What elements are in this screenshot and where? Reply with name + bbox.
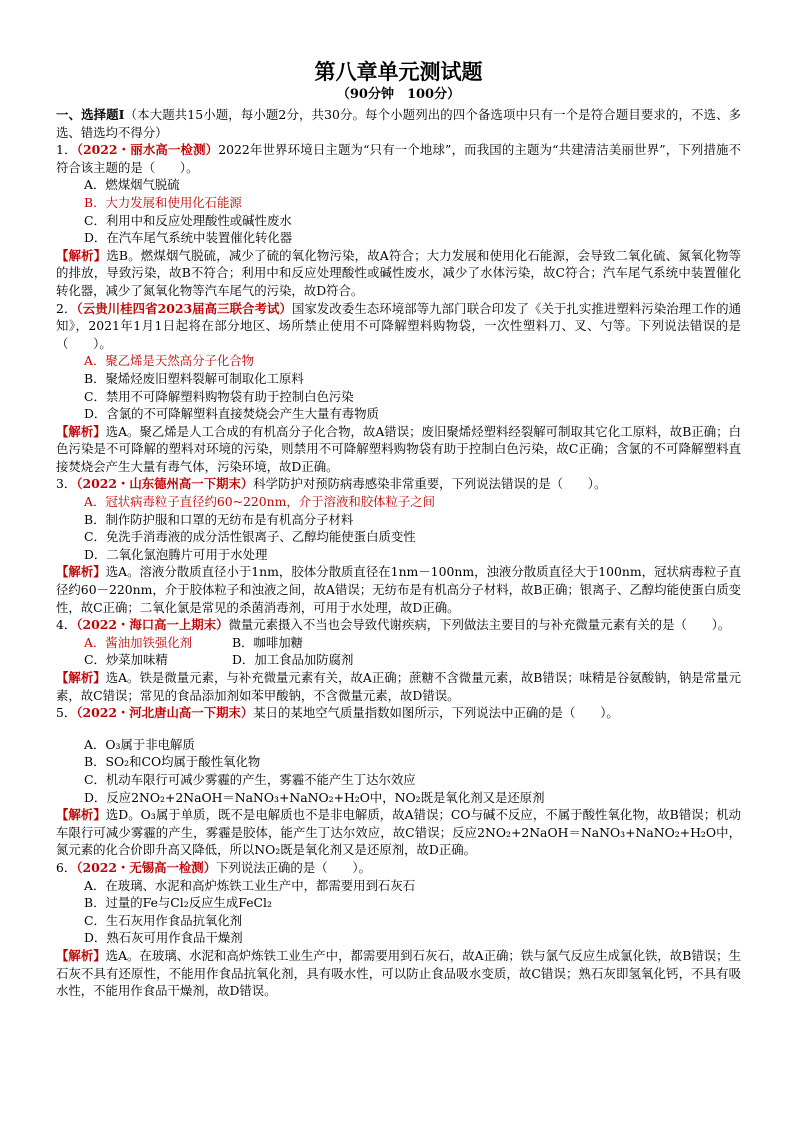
question-source: （2022・海口高一上期末） <box>76 617 229 633</box>
question-text: 国家发改委生态环境部等九部门联合印发了《关于扎实推进塑料污染治理工作的通知》，2021年1月1日起将在部分地区、场所禁止使用不可降解塑料购物袋，一次性塑料刀、叉、勺等。下列说法错误的是（ ）。 <box>56 300 742 351</box>
question-source: （2022・丽水高一检测） <box>76 142 219 158</box>
analysis <box>56 563 741 616</box>
question-source: （2022・山东德州高一下期末） <box>76 476 254 492</box>
option-b: B．聚烯烃废旧塑料裂解可制取化工原料 <box>84 370 304 386</box>
option-a: A．酱油加铁强化剂 <box>84 634 193 650</box>
question-text: 下列说法正确的是（ ）。 <box>216 859 371 875</box>
question-6 <box>56 859 741 1000</box>
analysis-text: 选A。在玻璃、水泥和高炉炼铁工业生产中，都需要用到石灰石，故A正确；铁与氯气反应生成氯化铁，故B错误；生石灰不具有还原性，不能用作食品抗氧化剂，具有吸水性，可以防止食品吸水变质，故C错误；熟石灰即氢氧化钙，不具有吸水性，不能用作食品干燥剂，故D错误。 <box>56 947 741 999</box>
option-b: B．SO₂和CO均属于酸性氧化物 <box>84 754 261 770</box>
analysis <box>56 669 741 704</box>
question-stem <box>56 141 741 176</box>
option-d: D．在汽车尾气系统中装置催化转化器 <box>84 230 293 246</box>
option-c: C．免洗手消毒液的成分活性银离子、乙醇均能使蛋白质变性 <box>84 529 416 545</box>
question-number: 3． <box>56 476 77 492</box>
analysis-text: 选A。聚乙烯是人工合成的有机高分子化合物，故A错误；废旧聚烯烃塑料经裂解可制取其它化工原料，故B正确；白色污染是不可降解的塑料对环境的污染，则禁用不可降解塑料购物袋有助于控制白色污染，故C正确；含氯的不可降解塑料直接焚烧会产生大量有毒气体，污染环境，故D正确。 <box>56 423 741 474</box>
analysis-text: 选A。溶液分散质直径小于1nm，胶体分散质直径在1nm－100nm，浊液分散质直径大于100nm，冠状病毒粒子直径约60－220nm，介于胶体粒子和浊液之间，故A错误；无纺布是有机高分子材料，故B正确；银离子、乙醇均能使蛋白质变性，故C正确；二氧化氯是常见的杀菌消毒剂，可用于水处理，故D正确。 <box>56 564 742 615</box>
option-c: C．利用中和反应处理酸性或碱性废水 <box>84 212 292 228</box>
option-c: C．禁用不可降解塑料购物袋有助于控制白色污染 <box>84 388 354 404</box>
question-stem <box>56 475 741 493</box>
question-stem <box>56 704 741 722</box>
section-label: 一、选择题Ⅰ <box>56 107 125 122</box>
option-d: D．二氧化氯泡腾片可用于水处理 <box>84 546 268 562</box>
option-d: D．加工食品加防腐剂 <box>232 652 354 668</box>
question-source: （云贵川桂四省2023届高三联合考试） <box>76 300 292 316</box>
option-a: A．在玻璃、水泥和高炉炼铁工业生产中，都需要用到石灰石 <box>84 877 416 893</box>
option-a: A．冠状病毒粒子直径约60~220nm，介于溶液和胶体粒子之间 <box>84 494 436 510</box>
question-text: 某日的某地空气质量指数如图所示，下列说法中正确的是（ ）。 <box>253 705 619 721</box>
option-c: C．生石灰用作食品抗氧化剂 <box>84 912 243 928</box>
analysis-label: 【解析】 <box>56 807 106 823</box>
question-2 <box>56 300 741 476</box>
option-c: C．炒菜加味精 <box>84 652 168 668</box>
question-number: 6． <box>56 859 77 875</box>
option-b: B．制作防护服和口罩的无纺布是有机高分子材料 <box>84 511 354 527</box>
option-a: A．O₃属于非电解质 <box>84 736 195 752</box>
option-b: B．大力发展和使用化石能源 <box>84 194 242 210</box>
question-source: （2022・无锡高一检测） <box>76 859 217 875</box>
section-description: （本大题共15小题，每小题2分，共30分。每个小题列出的四个备选项中只有一个是符合题目要求的，不选、多选、错选均不得分） <box>56 107 741 140</box>
option-c: C．机动车限行可减少雾霾的产生，雾霾不能产生丁达尔效应 <box>84 771 416 787</box>
analysis-label: 【解析】 <box>56 564 106 580</box>
option-a: A．燃煤烟气脱硫 <box>84 177 180 193</box>
question-number: 2． <box>56 300 77 316</box>
analysis-label: 【解析】 <box>56 947 106 963</box>
question-stem <box>56 859 741 877</box>
option-a: A．聚乙烯是天然高分子化合物 <box>84 353 255 369</box>
analysis <box>56 247 741 300</box>
analysis-text: 选D。O₃属于单质，既不是电解质也不是非电解质，故A错误；CO与碱不反应，不属于酸性氧化物，故B错误；机动车限行可减少雾霾的产生，雾霾是胶体，能产生丁达尔效应，故C错误；反应2NO₂+2NaOH＝NaNO₃+NaNO₂+H₂O中，氮元素的化合价即升高又降低，所以NO₂既是氧化剂又是还原剂，故D正确。 <box>56 807 742 858</box>
question-number: 4． <box>56 617 77 633</box>
page-subtitle: （90分钟 100分） <box>336 87 461 102</box>
analysis-label: 【解析】 <box>56 423 106 439</box>
option-d: D．含氯的不可降解塑料直接焚烧会产生大量有毒物质 <box>84 406 379 422</box>
analysis-text: 选B。燃煤烟气脱硫，减少了硫的氧化物污染，故A符合；大力发展和使用化石能源，会导致二氧化硫、氮氧化物等的排放，导致污染，故B不符合；利用中和反应处理酸性或碱性废水，减少了水体污染，故C符合；汽车尾气系统中装置催化转化器，减少了氮氧化物等汽车尾气的污染，故D符合。 <box>56 247 741 298</box>
analysis-label: 【解析】 <box>56 670 106 685</box>
question-text: 科学防护对预防病毒感染非常重要，下列说法错误的是（ ）。 <box>253 476 607 492</box>
document-page <box>56 58 741 1000</box>
figure-placeholder <box>56 722 741 736</box>
option-row <box>56 651 741 669</box>
question-stem <box>56 616 741 634</box>
option-d: D．熟石灰可用作食品干燥剂 <box>84 930 243 946</box>
question-5 <box>56 704 741 859</box>
option-b: B．过量的Fe与Cl₂反应生成FeCl₂ <box>84 895 272 911</box>
question-stem <box>56 300 741 353</box>
question-text: 2022年世界环境日主题为“只有一个地球”，而我国的主题为“共建清洁美丽世界”，下列措施不符合该主题的是（ ）。 <box>56 142 741 175</box>
question-text: 微量元素摄入不当也会导致代谢疾病，下列做法主要目的与补充微量元素有关的是（ ）。 <box>228 617 731 633</box>
question-number: 5． <box>56 705 77 721</box>
option-d: D．反应2NO₂+2NaOH＝NaNO₃+NaNO₂+H₂O中，NO₂既是氧化剂又是还原剂 <box>84 789 545 805</box>
question-source: （2022・河北唐山高一下期末） <box>76 705 254 721</box>
page-title: 第八章单元测试题 <box>314 60 483 84</box>
question-1 <box>56 141 741 299</box>
section-header <box>56 106 741 141</box>
question-number: 1． <box>56 142 77 158</box>
analysis-text: 选A。铁是微量元素，与补充微量元素有关，故A正确；蔗糖不含微量元素，故B错误；味精是谷氨酸钠，钠是常量元素，故C错误；常见的食品添加剂如苯甲酸钠，不含微量元素，故D错误。 <box>56 670 741 703</box>
analysis-label: 【解析】 <box>56 247 107 263</box>
question-4 <box>56 616 741 704</box>
analysis <box>56 423 741 476</box>
analysis <box>56 947 741 1000</box>
analysis <box>56 806 741 859</box>
question-3 <box>56 475 741 616</box>
option-b: B．咖啡加糖 <box>232 634 304 650</box>
option-row <box>56 634 741 652</box>
